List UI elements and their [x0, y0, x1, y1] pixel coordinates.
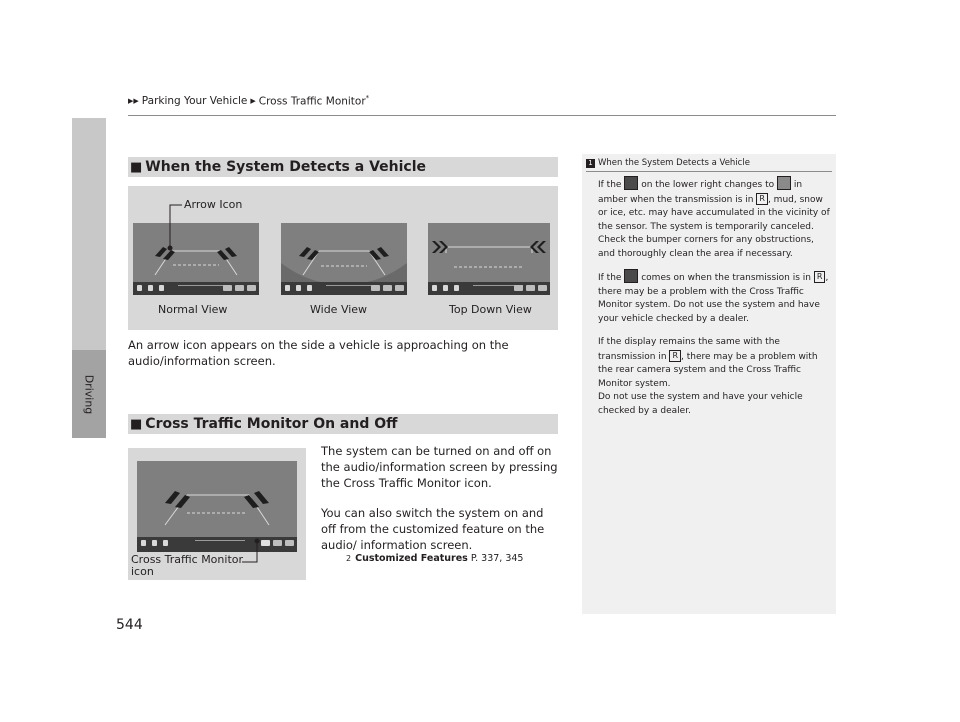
cross-reference[interactable]: 2 Customized Features P. 337, 345 [346, 553, 524, 564]
gear-r-icon: R [669, 350, 681, 362]
sensor-icon [624, 176, 638, 190]
screen-ctm-on-off [137, 461, 297, 552]
note-para-3: If the display remains the same with the transmission in R , there may be a problem with the rear camera system and the Cross Traffic Monitor system. Do not use the system and have your vehicle checked by a dealer. [598, 337, 818, 416]
callout-ctm-icon: Cross Traffic Monitor icon [131, 553, 244, 578]
right-arrow-icon [217, 247, 237, 260]
square-bullet-icon: ■ [130, 159, 143, 175]
square-bullet-icon: ■ [130, 416, 143, 432]
double-arrow-icon: ▶▶ [128, 96, 139, 105]
ref-arrow-icon: 2 [346, 554, 352, 563]
arrow-icon: ▶ [250, 96, 256, 105]
screen-top-down-view [428, 223, 550, 295]
side-tab-label: Driving [82, 374, 96, 414]
breadcrumb-parent: Parking Your Vehicle [141, 94, 248, 107]
page-number: 544 [116, 617, 143, 633]
screen-bar [281, 282, 407, 295]
system-warning-icon [624, 269, 638, 283]
note-para-1: If the on the lower right changes to in amber when the transmission is in R , mud, snow or ice, etc. may have accumulated in the vicinity of the sensor. The system is temporarily canceled. Check the bumper corners for any obstructions, and thoroughly clean the area if necessary. [598, 176, 832, 261]
screen-normal-view [133, 223, 259, 295]
breadcrumb [128, 94, 369, 108]
screen-bar [137, 537, 297, 552]
gear-r-icon: R [756, 193, 768, 205]
note-icon: 1 [586, 159, 595, 168]
note-para-2: If the comes on when the transmission is in R , there may be a problem with the Cross Traffic Monitor system. Do not use the system and have your vehicle checked by a dealer. [598, 269, 832, 326]
caption-wide-view: Wide View [310, 303, 368, 316]
callout-arrow-icon: Arrow Icon [184, 198, 243, 211]
section-heading-on-off: ■ Cross Traffic Monitor On and Off [128, 414, 558, 434]
note-title: 1 When the System Detects a Vehicle [586, 158, 750, 168]
header-rule [128, 115, 836, 116]
sensor-amber-icon [777, 176, 791, 190]
caption-normal-view: Normal View [158, 303, 228, 316]
side-tab-upper [72, 118, 106, 350]
note-rule [586, 171, 832, 172]
section-heading-detects: ■ When the System Detects a Vehicle [128, 157, 558, 177]
body-on-off-1: The system can be turned on and off on the audio/information screen by pressing the Cross Traffic Monitor icon. [321, 444, 558, 490]
screen-bar [428, 282, 550, 295]
caption-top-down-view: Top Down View [449, 303, 532, 316]
gear-r-icon: R [814, 271, 826, 283]
body-on-off-2: You can also switch the system on and off from the customized feature on the audio/ information screen. [321, 506, 545, 552]
screen-wide-view [281, 223, 407, 295]
body-detects: An arrow icon appears on the side a vehicle is approaching on the audio/information screen. [128, 338, 509, 368]
breadcrumb-current: Cross Traffic Monitor* [258, 94, 370, 108]
screen-bar [133, 282, 259, 295]
